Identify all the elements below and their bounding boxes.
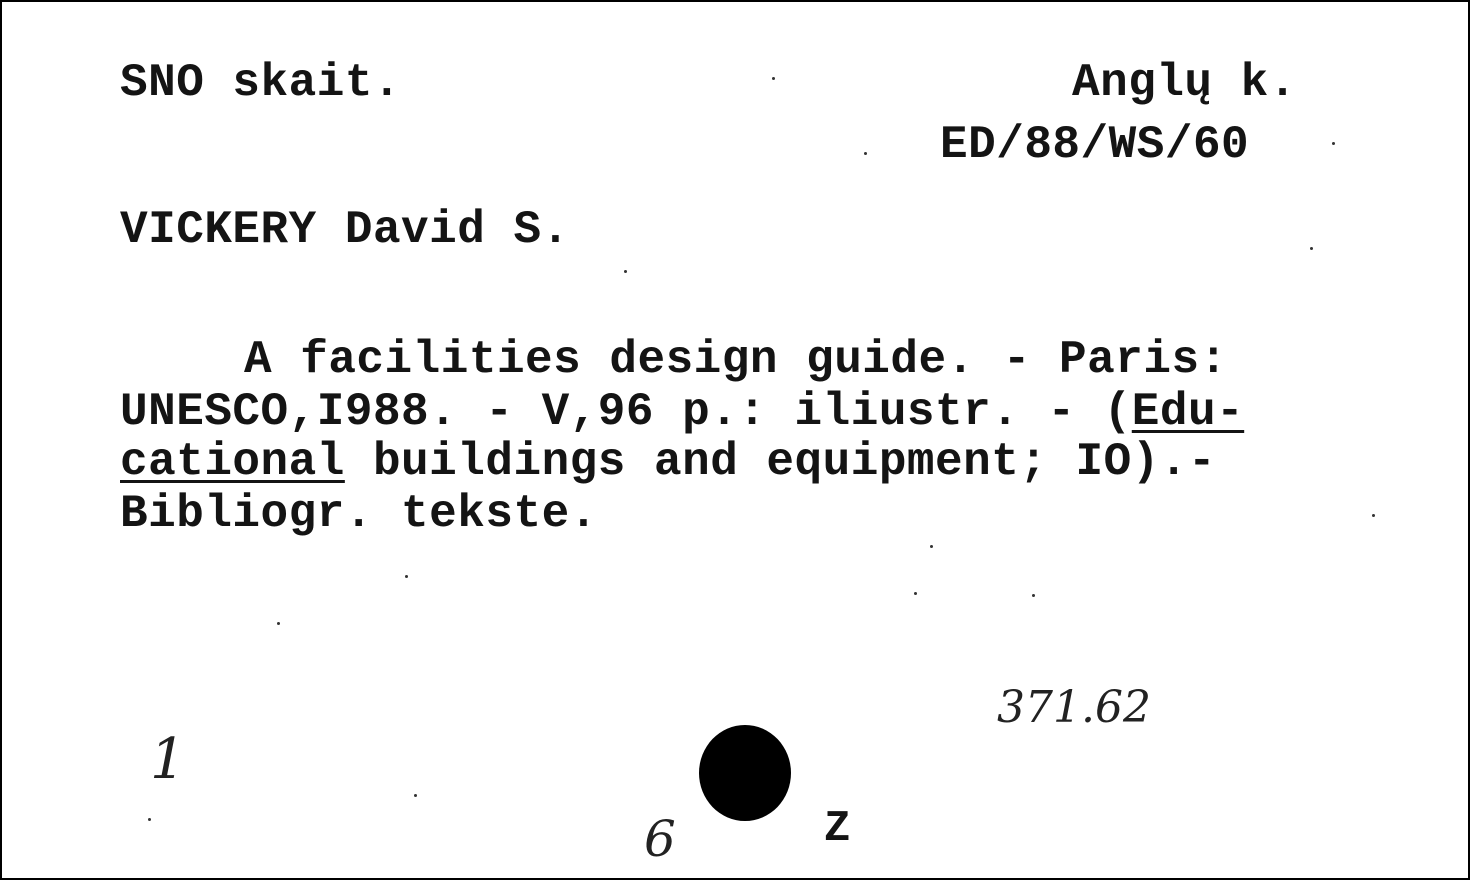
speck: [1372, 514, 1375, 517]
speck: [405, 575, 408, 578]
handwritten-mark-bottom: 6: [644, 810, 676, 868]
speck: [1332, 142, 1335, 145]
punch-hole: [699, 725, 791, 821]
entry-line-3: [120, 436, 1217, 488]
speck: [148, 818, 151, 821]
author: VICKERY David S.: [120, 204, 570, 256]
speck: [772, 77, 775, 80]
classification-number: 371.62: [997, 682, 1151, 733]
speck: [864, 152, 867, 155]
entry-line-4: Bibliogr. tekste.: [120, 488, 598, 540]
speck: [1032, 594, 1035, 597]
entry-line-1: A facilities design guide. - Paris:: [244, 334, 1228, 386]
speck: [414, 794, 417, 797]
handwritten-mark-left: 1: [150, 727, 186, 792]
series-title-part-2: cational: [120, 436, 345, 488]
header-language: Anglų k.: [1072, 57, 1297, 109]
header-code: ED/88/WS/60: [940, 119, 1250, 171]
speck: [277, 622, 280, 625]
speck: [1310, 247, 1313, 250]
speck: [624, 270, 627, 273]
speck: [914, 592, 917, 595]
header-left: SNO skait.: [120, 57, 402, 109]
speck: [930, 545, 933, 548]
series-title-part-1: Edu-: [1131, 386, 1245, 438]
entry-line-3-text: buildings and equipment; IO).-: [344, 436, 1217, 488]
footer-letter: Z: [824, 804, 851, 854]
entry-line-2-text: UNESCO,I988. - V,96 p.: iliustr. - (: [120, 386, 1132, 438]
entry-line-2: [120, 386, 1245, 438]
